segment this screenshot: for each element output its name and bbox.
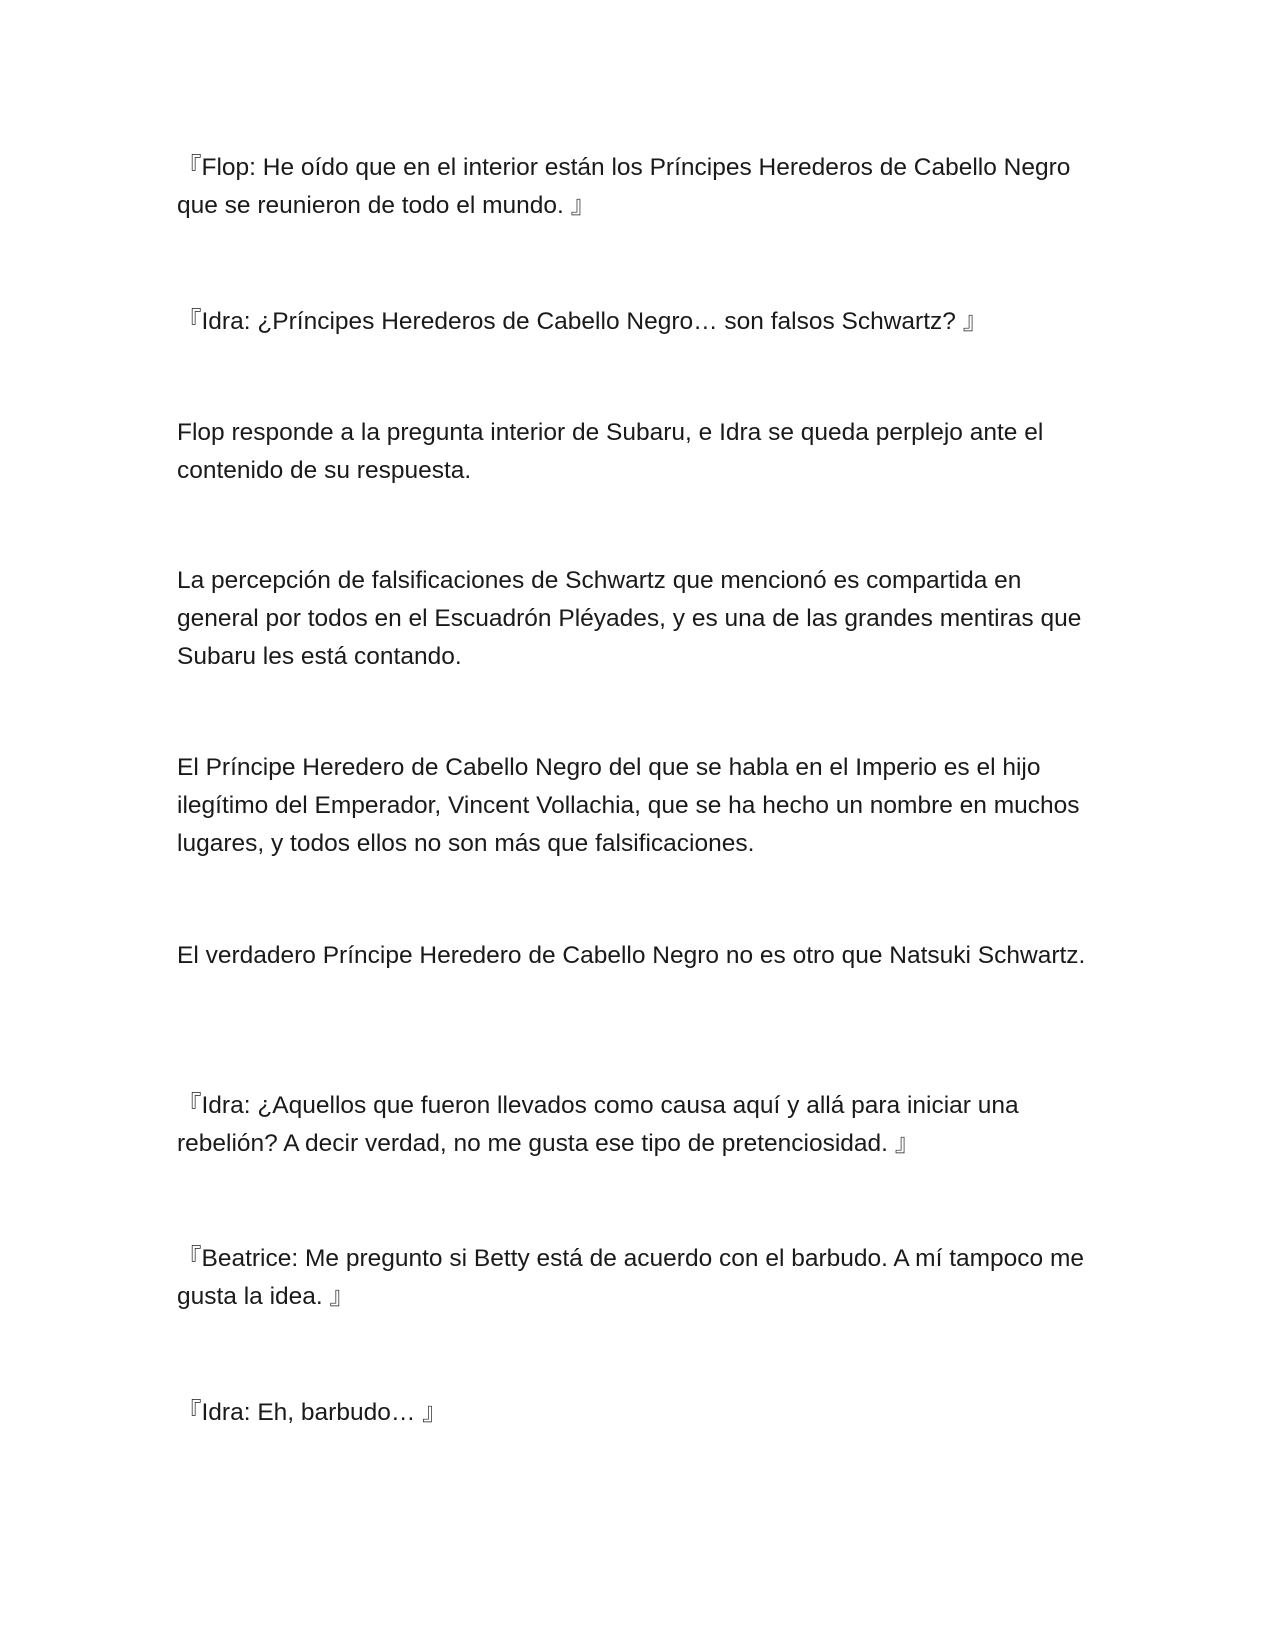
dialogue-idra: 『Idra: ¿Príncipes Herederos de Cabello Negro… son falsos Schwartz? 』 — [177, 308, 988, 335]
dialogue-idra: 『Idra: ¿Aquellos que fueron llevados como causa aquí y allá para iniciar una rebelión? A decir verdad, no me gusta ese tipo de pretenciosidad. 』 — [177, 1092, 1026, 1157]
narration-paragraph: La percepción de falsificaciones de Schwartz que mencionó es compartida en general por todos en el Escuadrón Pléyades, y es una de las grandes mentiras que Subaru les está contando. — [177, 567, 1089, 670]
dialogue-flop: 『Flop: He oído que en el interior están los Príncipes Herederos de Cabello Negro que se reunieron de todo el mundo. 』 — [177, 154, 1078, 219]
narration-paragraph: El Príncipe Heredero de Cabello Negro del que se habla en el Imperio es el hijo ilegítimo del Emperador, Vincent Vollachia, que se ha hecho un nombre en muchos lugares, y todos ellos no son más que falsificaciones. — [177, 754, 1087, 857]
dialogue-idra: 『Idra: Eh, barbudo… 』 — [177, 1399, 447, 1426]
dialogue-beatrice: 『Beatrice: Me pregunto si Betty está de acuerdo con el barbudo. A mí tampoco me gusta la idea. 』 — [177, 1245, 1091, 1310]
narration-paragraph: Flop responde a la pregunta interior de Subaru, e Idra se queda perplejo ante el contenido de su respuesta. — [177, 419, 1051, 484]
narration-paragraph: El verdadero Príncipe Heredero de Cabello Negro no es otro que Natsuki Schwartz. — [177, 942, 1086, 969]
